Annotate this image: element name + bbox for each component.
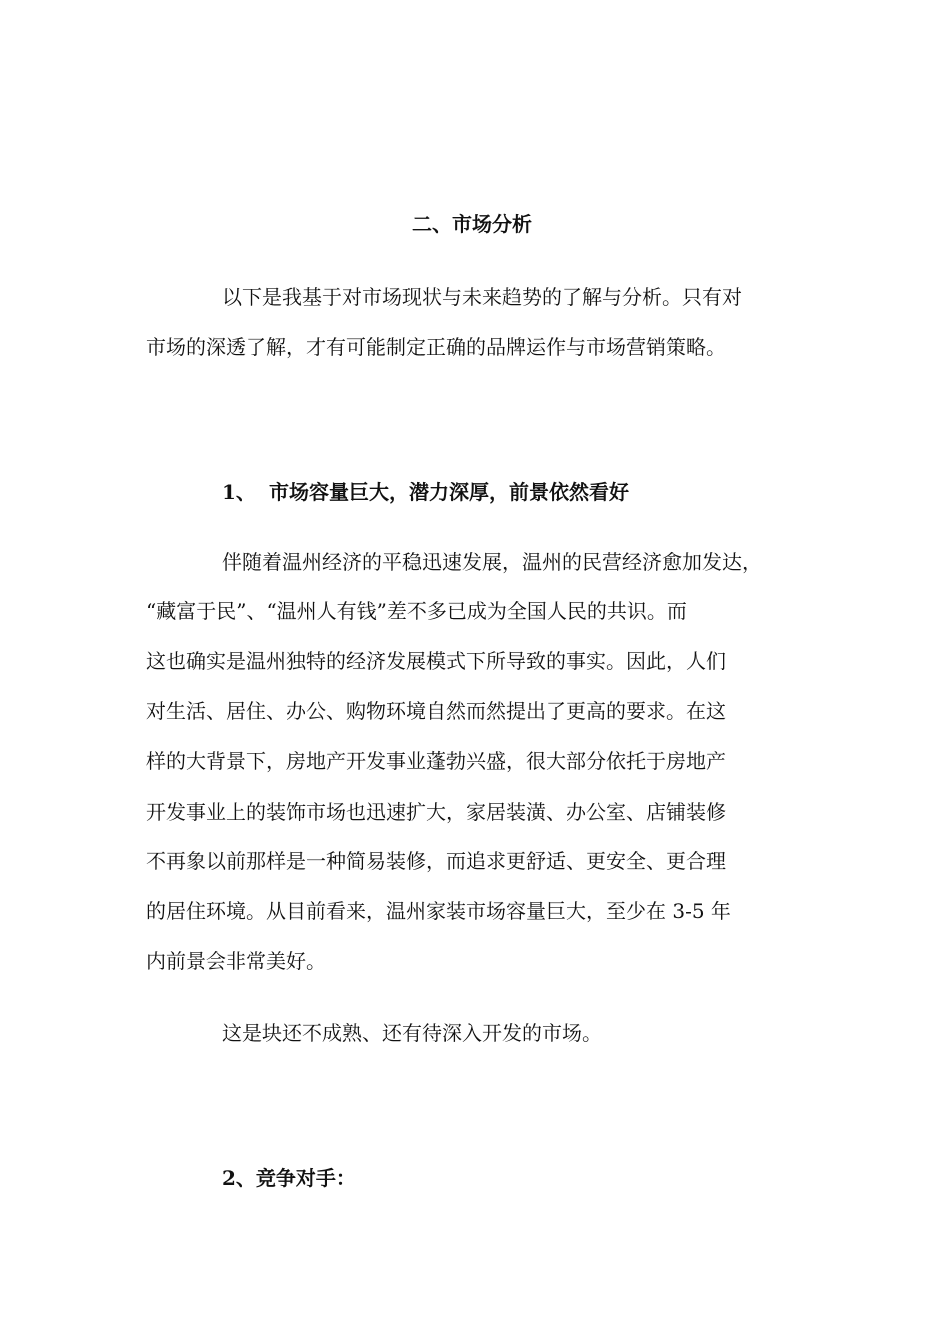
point1-paragraph-line-3: 这也确实是温州独特的经济发展模式下所导致的事实。因此，人们	[146, 649, 726, 673]
intro-line-2: 市场的深透了解，才有可能制定正确的品牌运作与市场营销策略。	[146, 335, 726, 359]
point1-paragraph-line-4: 对生活、居住、办公、购物环境自然而然提出了更高的要求。在这	[146, 699, 726, 723]
section-title: 二、市场分析	[412, 212, 532, 236]
intro-line-1: 以下是我基于对市场现状与未来趋势的了解与分析。只有对	[222, 285, 742, 309]
point1-number: 1、	[222, 480, 256, 504]
point1-paragraph-2: 这是块还不成熟、还有待深入开发的市场。	[222, 1021, 602, 1045]
point1-paragraph-line-6: 开发事业上的装饰市场也迅速扩大，家居装潢、办公室、店铺装修	[146, 800, 726, 824]
point1-paragraph-line-1: 伴随着温州经济的平稳迅速发展，温州的民营经济愈加发达，	[222, 550, 762, 574]
point1-paragraph-line-5: 样的大背景下，房地产开发事业蓬勃兴盛，很大部分依托于房地产	[146, 749, 726, 773]
point1-title: 市场容量巨大，潜力深厚，前景依然看好	[269, 480, 629, 504]
point1-paragraph-line-8: 的居住环境。从目前看来，温州家装市场容量巨大，至少在 3-5 年	[146, 899, 731, 923]
point1-paragraph-line-2: “藏富于民”、“温州人有钱”差不多已成为全国人民的共识。而	[146, 599, 687, 623]
point2-title: 2、竞争对手：	[222, 1166, 356, 1190]
point1-paragraph-line-7: 不再象以前那样是一种简易装修，而追求更舒适、更安全、更合理	[146, 849, 726, 873]
point1-paragraph-line-9: 内前景会非常美好。	[146, 949, 326, 973]
